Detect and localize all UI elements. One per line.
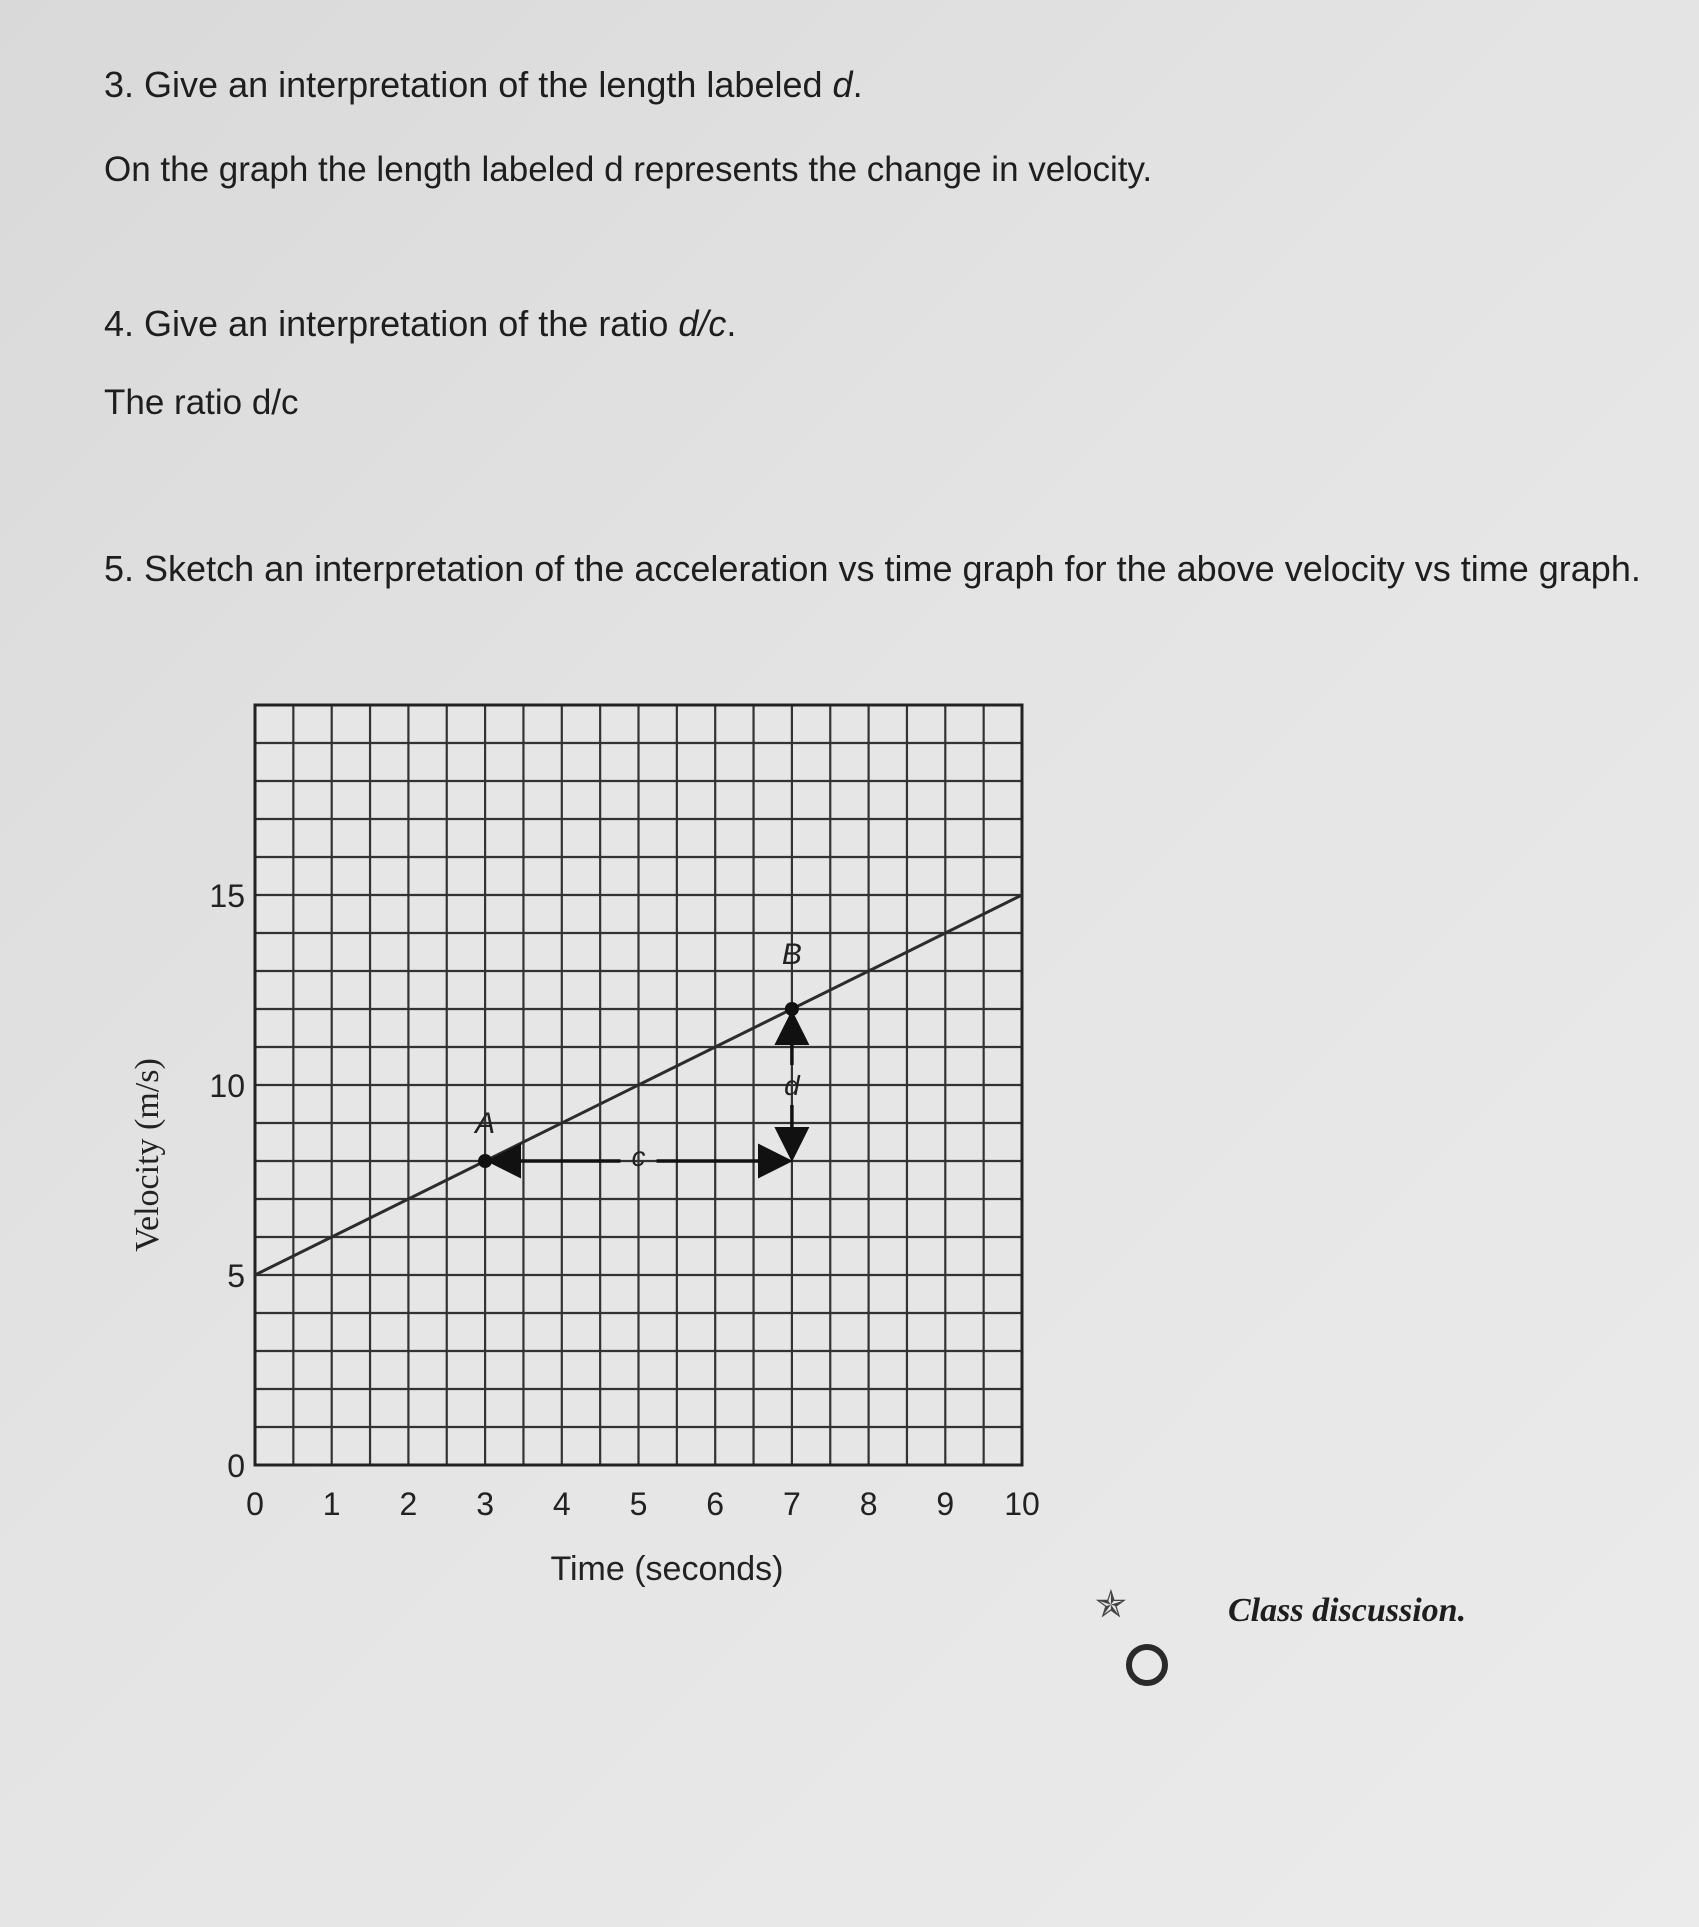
question-3-number: 3. <box>104 64 135 105</box>
y-tick-label: 15 <box>209 878 245 914</box>
x-tick-label: 3 <box>476 1486 494 1522</box>
x-tick-label: 9 <box>936 1486 955 1522</box>
question-4-end: . <box>726 303 737 344</box>
x-tick-label: 1 <box>322 1486 341 1522</box>
answer-4: The ratio d/c <box>104 383 299 422</box>
y-tick-label: 5 <box>227 1258 245 1294</box>
y-tick-label: 0 <box>227 1448 245 1484</box>
point-marker-a <box>478 1154 492 1168</box>
x-tick-label: 8 <box>859 1486 878 1522</box>
x-tick-label: 6 <box>706 1486 725 1522</box>
c-label: c <box>631 1141 646 1172</box>
answer-3: On the graph the length labeled d represents the change in velocity. <box>104 150 1153 189</box>
question-5 <box>104 548 1641 590</box>
point-label-b: B <box>781 938 802 971</box>
question-3-end: . <box>852 64 863 105</box>
question-4 <box>104 303 736 345</box>
x-tick-label: 0 <box>246 1486 264 1522</box>
point-label-a: A <box>475 1107 496 1140</box>
x-axis-label: Time (seconds) <box>550 1550 784 1588</box>
question-4-var: d/c <box>678 303 727 344</box>
class-discussion-note: Class discussion. <box>1228 1592 1467 1629</box>
point-marker-b <box>785 1002 799 1016</box>
y-axis-label: Velocity (m/s) <box>129 1058 166 1252</box>
y-tick-label: 10 <box>209 1068 245 1104</box>
x-tick-label: 2 <box>399 1486 418 1522</box>
x-tick-label: 10 <box>1004 1486 1040 1522</box>
circle-icon <box>1126 1644 1168 1686</box>
question-3-text: Give an interpretation of the length labeled <box>144 64 823 105</box>
d-label: d <box>784 1070 800 1101</box>
question-4-number: 4. <box>104 303 135 344</box>
x-tick-label: 4 <box>552 1486 571 1522</box>
question-5-number: 5. <box>104 548 135 589</box>
star-icon: ✯ <box>1095 1584 1127 1626</box>
question-4-text: Give an interpretation of the ratio <box>144 303 669 344</box>
velocity-time-graph <box>110 680 1070 1610</box>
question-3-var: d <box>832 64 853 105</box>
x-tick-label: 5 <box>629 1486 648 1522</box>
x-tick-label: 7 <box>783 1486 801 1522</box>
question-5-text: Sketch an interpretation of the acceleration vs time graph for the above velocity vs time graph. <box>144 548 1641 589</box>
question-3 <box>104 64 863 106</box>
